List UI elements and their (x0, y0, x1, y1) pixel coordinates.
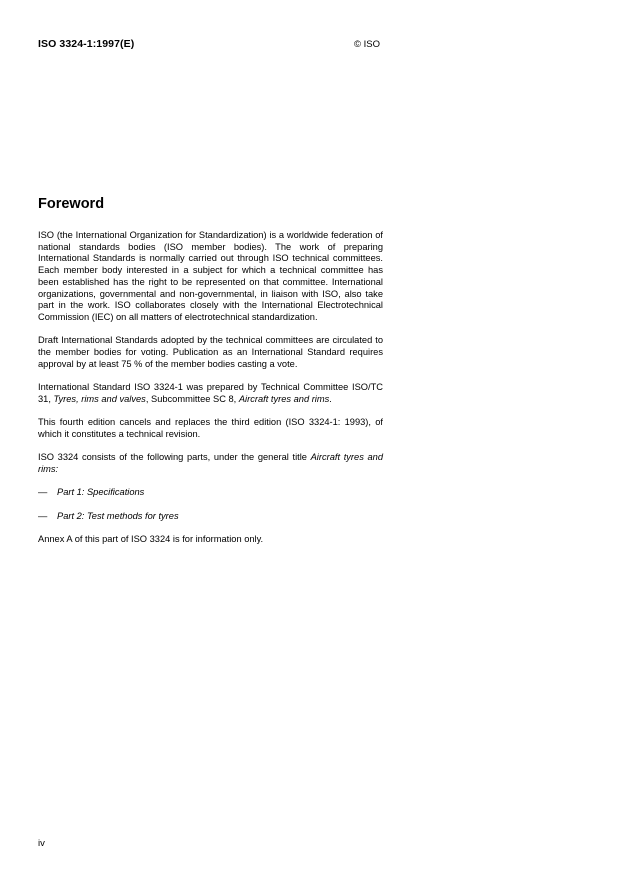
paragraph-3-text-a: International Standard ISO 3324-1 was prepared by Technical Committee ISO/TC 31, (38, 382, 383, 404)
general-title: Aircraft tyres and rims: (38, 452, 383, 474)
list-dash: — (38, 487, 48, 498)
paragraph-3-text-c: . (329, 393, 332, 404)
annex-note: Annex A of this part of ISO 3324 is for information only. (38, 534, 264, 545)
paragraph-5-text-a: ISO 3324 consists of the following parts, under the general title (38, 452, 311, 463)
foreword-heading: Foreword (38, 196, 105, 212)
subcommittee-title: Aircraft tyres and rims (238, 393, 330, 404)
foreword-body (38, 230, 383, 558)
foreword-paragraph-5 (38, 452, 383, 475)
part-2-label: Part 2: Test methods for tyres (57, 510, 179, 521)
list-item-part-2 (38, 511, 383, 523)
document-id: ISO 3324-1:1997(E) (38, 38, 135, 50)
page-number: iv (38, 838, 45, 849)
foreword-paragraph-3 (38, 382, 383, 405)
paragraph-3-text-b: , Subcommittee SC 8, (145, 393, 239, 404)
committee-title: Tyres, rims and valves (53, 393, 146, 404)
copyright-notice: © ISO (354, 39, 381, 50)
list-dash: — (38, 510, 48, 521)
foreword-paragraph-2: Draft International Standards adopted by the technical committees are circulated to the member bodies for voting. Publication as an International Standard requires approval by at least 75 % of the member bodies casting a vote. (38, 335, 383, 369)
part-1-label: Part 1: Specifications (57, 487, 145, 498)
list-item-part-1 (38, 487, 383, 499)
foreword-paragraph-4: This fourth edition cancels and replaces the third edition (ISO 3324-1: 1993), of which it constitutes a technical revision. (38, 417, 383, 439)
foreword-paragraph-1: ISO (the International Organization for Standardization) is a worldwide federation of national standards bodies (ISO member bodies). The work of preparing International Standards is normally carried out through ISO technical committees. Each member body interested in a subject for which a technical committee has been established has the right to be represented on that committee. International organizations, governmental and non-governmental, in liaison with ISO, also take part in the work. ISO collaborates closely with the International Electrotechnical Commission (IEC) on all matters of electrotechnical standardization. (38, 230, 383, 322)
